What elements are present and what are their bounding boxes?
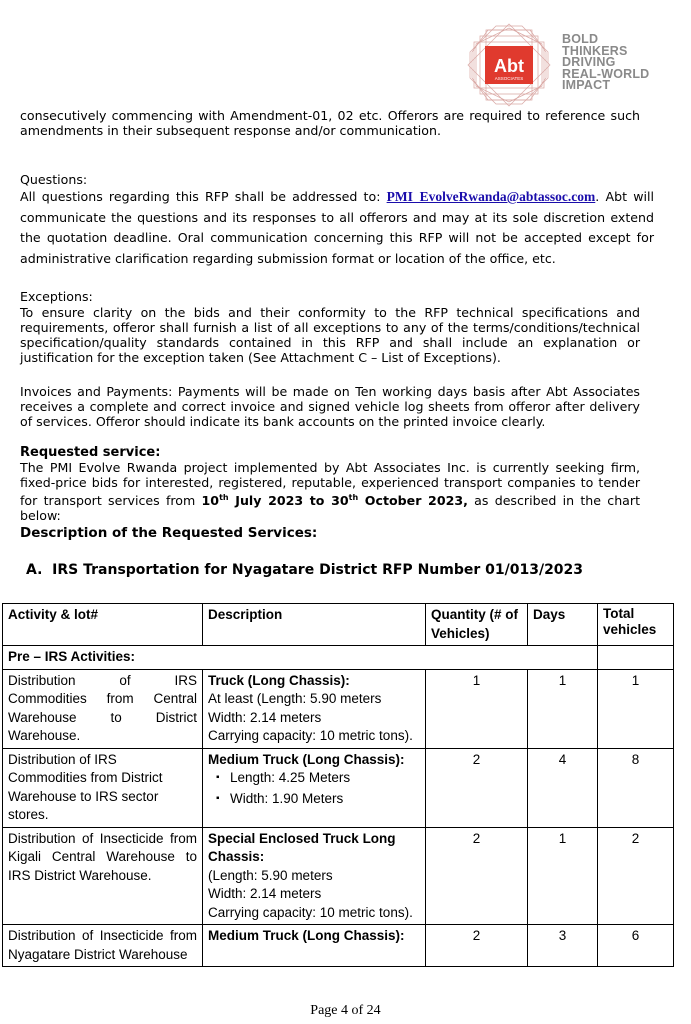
table-group-row <box>3 646 674 670</box>
row-quantity: 2 <box>426 925 528 967</box>
table-row <box>3 925 674 967</box>
section-a-heading: A. IRS Transportation for Nyagatare District RFP Number 01/013/2023 <box>26 562 584 578</box>
row-description: Medium Truck (Long Chassis): <box>203 925 426 967</box>
group-label: Pre – IRS Activities: <box>3 646 598 670</box>
table-header-row <box>3 604 674 646</box>
row-description: Truck (Long Chassis): At least (Length: 5.90 meters Width: 2.14 meters Carrying capacity: 10 metric tons). <box>203 669 426 748</box>
row-quantity: 1 <box>426 669 528 748</box>
logo-text: Abt <box>494 56 524 76</box>
row-activity: Distribution of Insecticide from Kigali Central Warehouse to IRS District Warehouse. <box>3 827 203 925</box>
tagline <box>562 34 649 92</box>
intro-paragraph: consecutively commencing with Amendment-01, 02 etc. Offerors are required to reference such amendments in their subsequent response and/or communication. <box>20 108 640 138</box>
row-quantity: 2 <box>426 748 528 827</box>
table-row <box>3 827 674 925</box>
row-days: 1 <box>528 827 598 925</box>
header-days: Days <box>528 604 598 646</box>
tagline-line: REAL-WORLD <box>562 66 650 81</box>
header-description: Description <box>203 604 426 646</box>
questions-label: Questions: <box>20 172 88 187</box>
bullet-item: ▪ Width: 1.90 Meters <box>208 788 420 810</box>
exceptions-paragraph: To ensure clarity on the bids and their conformity to the RFP technical specifications and requirements, offeror shall furnish a list of all exceptions to any of the terms/conditions/technical specification/quality standards contained in this RFP and shall include an explanation or justification for the exception taken (See Attachment C – List of Exceptions). <box>20 305 640 365</box>
table-row <box>3 669 674 748</box>
header-quantity: Quantity (# of Vehicles) <box>426 604 528 646</box>
requested-service-label: Requested service: <box>20 445 161 460</box>
row-description: Medium Truck (Long Chassis): ▪ Length: 4.25 Meters ▪ Width: 1.90 Meters <box>203 748 426 827</box>
tagline-line: THINKERS <box>562 43 628 58</box>
tagline-line: BOLD <box>562 32 599 46</box>
exceptions-label: Exceptions: <box>20 289 93 304</box>
header-total: Total vehicles <box>598 604 674 646</box>
description-heading: Description of the Requested Services: <box>20 525 318 541</box>
header-logo <box>466 22 666 108</box>
bullet-item: ▪ Length: 4.25 Meters <box>208 769 420 788</box>
tagline-line: DRIVING <box>562 55 616 69</box>
logo-subtext: ASSOCIATES <box>494 76 524 81</box>
row-total: 1 <box>598 669 674 748</box>
table-row <box>3 748 674 827</box>
abt-logo-icon <box>466 22 552 108</box>
invoices-paragraph: Invoices and Payments: Payments will be made on Ten working days basis after Abt Associates receives a complete and correct invoice and signed vehicle log sheets from offeror after delivery of services. Offeror should indicate its bank accounts on the printed invoice clearly. <box>20 384 640 429</box>
header-activity: Activity & lot# <box>3 604 203 646</box>
row-days: 1 <box>528 669 598 748</box>
page-number: Page 4 of 24 <box>310 1003 381 1018</box>
row-total: 2 <box>598 827 674 925</box>
row-activity: Distribution of IRS Commodities from Central Warehouse to District Warehouse. <box>3 669 203 748</box>
row-description: Special Enclosed Truck Long Chassis: (Length: 5.90 meters Width: 2.14 meters Carrying capacity: 10 metric tons). <box>203 827 426 925</box>
row-quantity: 2 <box>426 827 528 925</box>
row-activity: Distribution of IRS Commodities from District Warehouse to IRS sector stores. <box>3 748 203 827</box>
services-table <box>2 603 674 967</box>
row-days: 3 <box>528 925 598 967</box>
questions-paragraph: All questions regarding this RFP shall be addressed to: PMI_EvolveRwanda@abtassoc.com. Abt will communicate the questions and its responses to all offerors and may at its sole discretion extend the quotation deadline. Oral communication concerning this RFP will not be accepted except for administrative clarification regarding submission format or location of the office, etc. <box>20 189 654 266</box>
row-total: 8 <box>598 748 674 827</box>
row-days: 4 <box>528 748 598 827</box>
row-total: 6 <box>598 925 674 967</box>
questions-email-link[interactable]: PMI_EvolveRwanda@abtassoc.com <box>386 189 596 204</box>
requested-service-paragraph: The PMI Evolve Rwanda project implemented by Abt Associates Inc. is currently seeking firm, fixed-price bids for interested, registered, reputable, experienced transport companies to tender for transport services from 10th July 2023 to 30th October 2023, as described in the chart below: <box>20 460 641 524</box>
tagline-line: IMPACT <box>562 78 611 92</box>
row-activity: Distribution of Insecticide from Nyagatare District Warehouse <box>3 925 203 967</box>
